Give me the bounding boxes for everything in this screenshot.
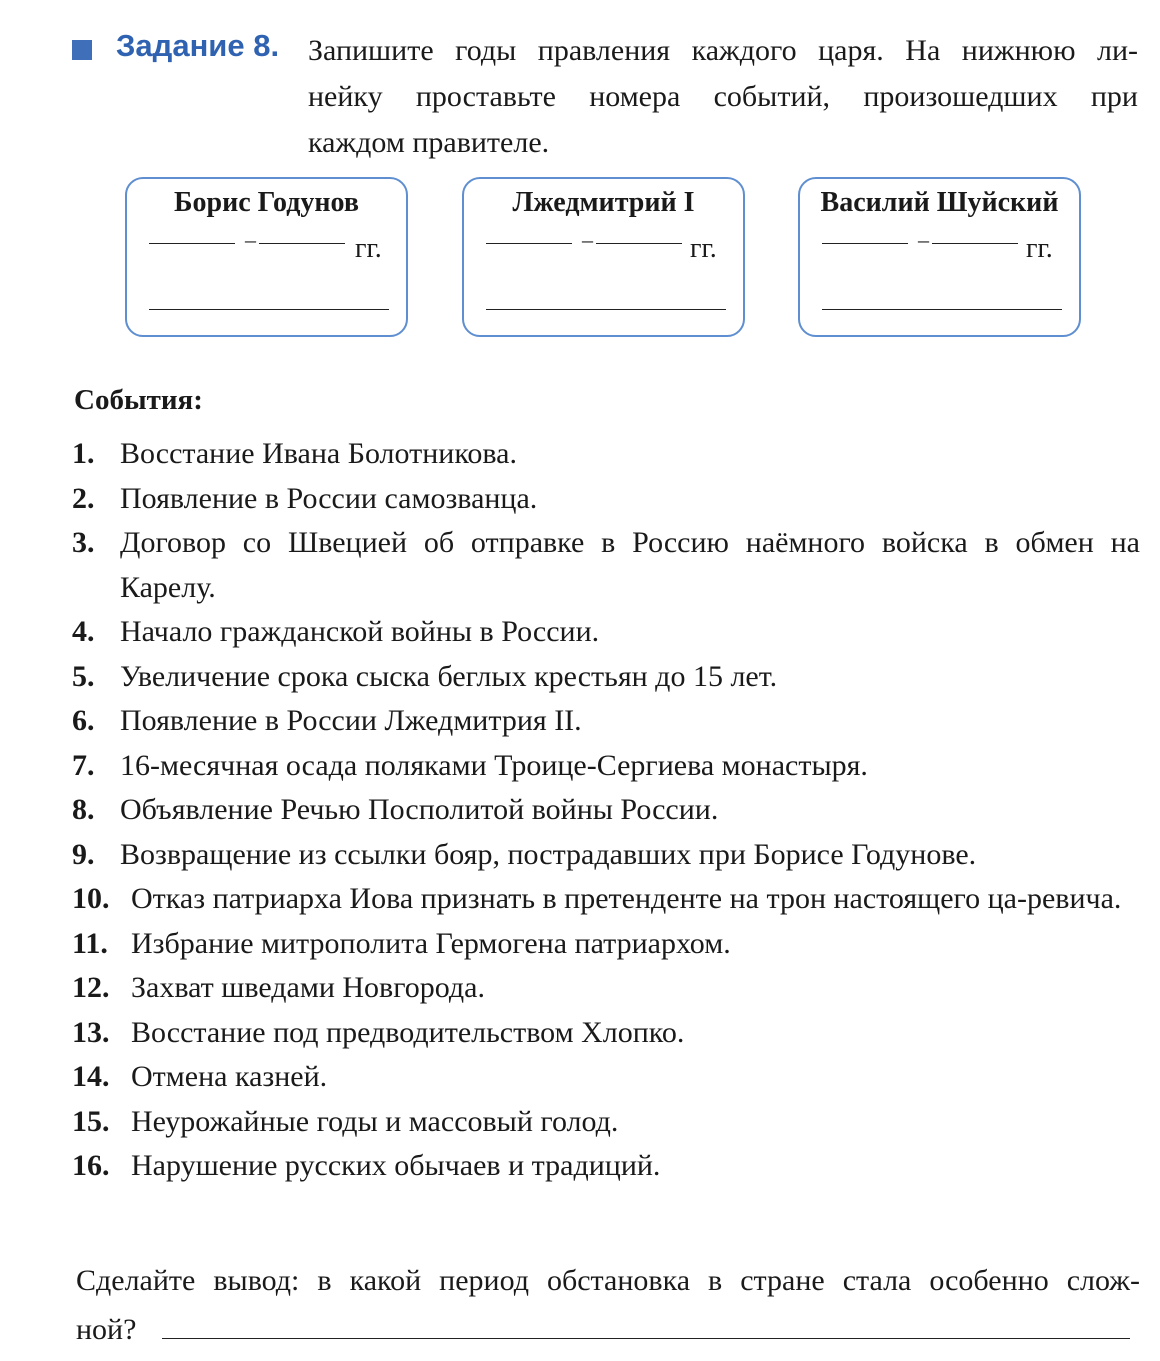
year-dash: – <box>582 227 593 252</box>
task-marker-icon <box>72 40 92 60</box>
event-number: 4. <box>72 615 95 648</box>
conclusion-prompt <box>76 1256 1140 1354</box>
task-label: Задание 8. <box>116 28 280 63</box>
event-text: Захват шведами Новгорода. <box>131 971 485 1004</box>
start-year-field[interactable] <box>149 243 235 244</box>
task-instructions <box>308 28 1138 166</box>
event-text: Восстание под предводительством Хлопко. <box>131 1015 685 1049</box>
event-item <box>72 432 1140 477</box>
year-dash: – <box>245 227 256 252</box>
event-item <box>72 477 1140 522</box>
event-item <box>72 655 1140 700</box>
start-year-field[interactable] <box>822 243 908 244</box>
years-suffix: гг. <box>1026 233 1053 264</box>
event-text: Восстание Ивана Болотникова. <box>120 437 517 470</box>
event-text: Объявление Речью Посполитой войны России. <box>120 793 719 826</box>
years-suffix: гг. <box>690 233 717 264</box>
event-number: 1. <box>72 437 95 470</box>
event-number: 10. <box>72 882 110 915</box>
task-line: Запишите годы правления каждого царя. На нижнюю ли- <box>308 34 1138 67</box>
ruler-name: Лжедмитрий I <box>512 187 695 218</box>
conclusion-answer-field[interactable] <box>162 1338 1130 1339</box>
event-text: Избрание митрополита Гермогена патриархом. <box>131 926 731 960</box>
end-year-field[interactable] <box>596 243 682 244</box>
start-year-field[interactable] <box>486 243 572 244</box>
conclusion-line: ной? <box>76 1313 137 1346</box>
years-suffix: гг. <box>355 233 382 264</box>
event-item <box>72 1011 1140 1056</box>
event-text: Появление в России самозванца. <box>120 481 538 515</box>
event-item <box>72 1144 1140 1189</box>
event-text: 16-месячная осада поляками Троице-Сергиева монастыря. <box>120 748 868 782</box>
event-item <box>72 833 1140 878</box>
events-title: События: <box>74 384 203 416</box>
event-number: 7. <box>72 748 95 782</box>
event-number: 8. <box>72 793 95 826</box>
events-numbers-field[interactable] <box>486 309 726 310</box>
event-number: 16. <box>72 1149 110 1182</box>
event-number: 14. <box>72 1060 110 1093</box>
event-text: Увеличение срока сыска беглых крестьян до 15 лет. <box>120 659 778 693</box>
event-text: Начало гражданской войны в России. <box>120 615 600 648</box>
events-numbers-field[interactable] <box>822 309 1062 310</box>
events-list <box>72 432 1140 1189</box>
ruler-name: Василий Шуйский <box>820 187 1059 218</box>
event-text: Отмена казней. <box>131 1060 328 1093</box>
event-text: Возвращение из ссылки бояр, пострадавших при Борисе Годунове. <box>120 837 977 871</box>
ruler-card-shuisky <box>798 177 1081 337</box>
event-number: 15. <box>72 1104 110 1138</box>
event-number: 12. <box>72 971 110 1004</box>
event-number: 9. <box>72 837 95 871</box>
event-number: 11. <box>72 926 108 960</box>
event-item <box>72 922 1140 967</box>
event-item <box>72 966 1140 1011</box>
task-line: каждом правителе. <box>308 126 550 159</box>
conclusion-line: Сделайте вывод: в какой период обстановка в стране стала особенно слож- <box>76 1264 1140 1297</box>
event-number: 2. <box>72 481 95 515</box>
end-year-field[interactable] <box>259 243 345 244</box>
event-text: Договор со Швецией об отправке в Россию наёмного войска в обмен на Карелу. <box>120 526 1140 604</box>
event-item <box>72 699 1140 744</box>
event-item <box>72 1055 1140 1100</box>
event-text: Нарушение русских обычаев и традиций. <box>131 1149 661 1182</box>
year-dash: – <box>918 227 929 252</box>
event-item <box>72 877 1140 922</box>
event-number: 5. <box>72 659 95 693</box>
event-text: Неурожайные годы и массовый голод. <box>131 1104 619 1138</box>
event-number: 6. <box>72 704 95 737</box>
events-numbers-field[interactable] <box>149 309 389 310</box>
event-item <box>72 610 1140 655</box>
event-item <box>72 521 1140 610</box>
event-number: 13. <box>72 1015 110 1049</box>
event-item <box>72 744 1140 789</box>
task-line: нейку проставьте номера событий, произошедших при <box>308 80 1138 113</box>
event-text: Появление в России Лжедмитрия II. <box>120 704 582 737</box>
event-text: Отказ патриарха Иова признать в претенденте на трон настоящего ца-ревича. <box>131 882 1122 915</box>
ruler-card-godunov <box>125 177 408 337</box>
ruler-card-false-dmitry <box>462 177 745 337</box>
event-item <box>72 788 1140 833</box>
event-item <box>72 1100 1140 1145</box>
end-year-field[interactable] <box>932 243 1018 244</box>
event-number: 3. <box>72 526 95 559</box>
ruler-name: Борис Годунов <box>174 187 359 218</box>
